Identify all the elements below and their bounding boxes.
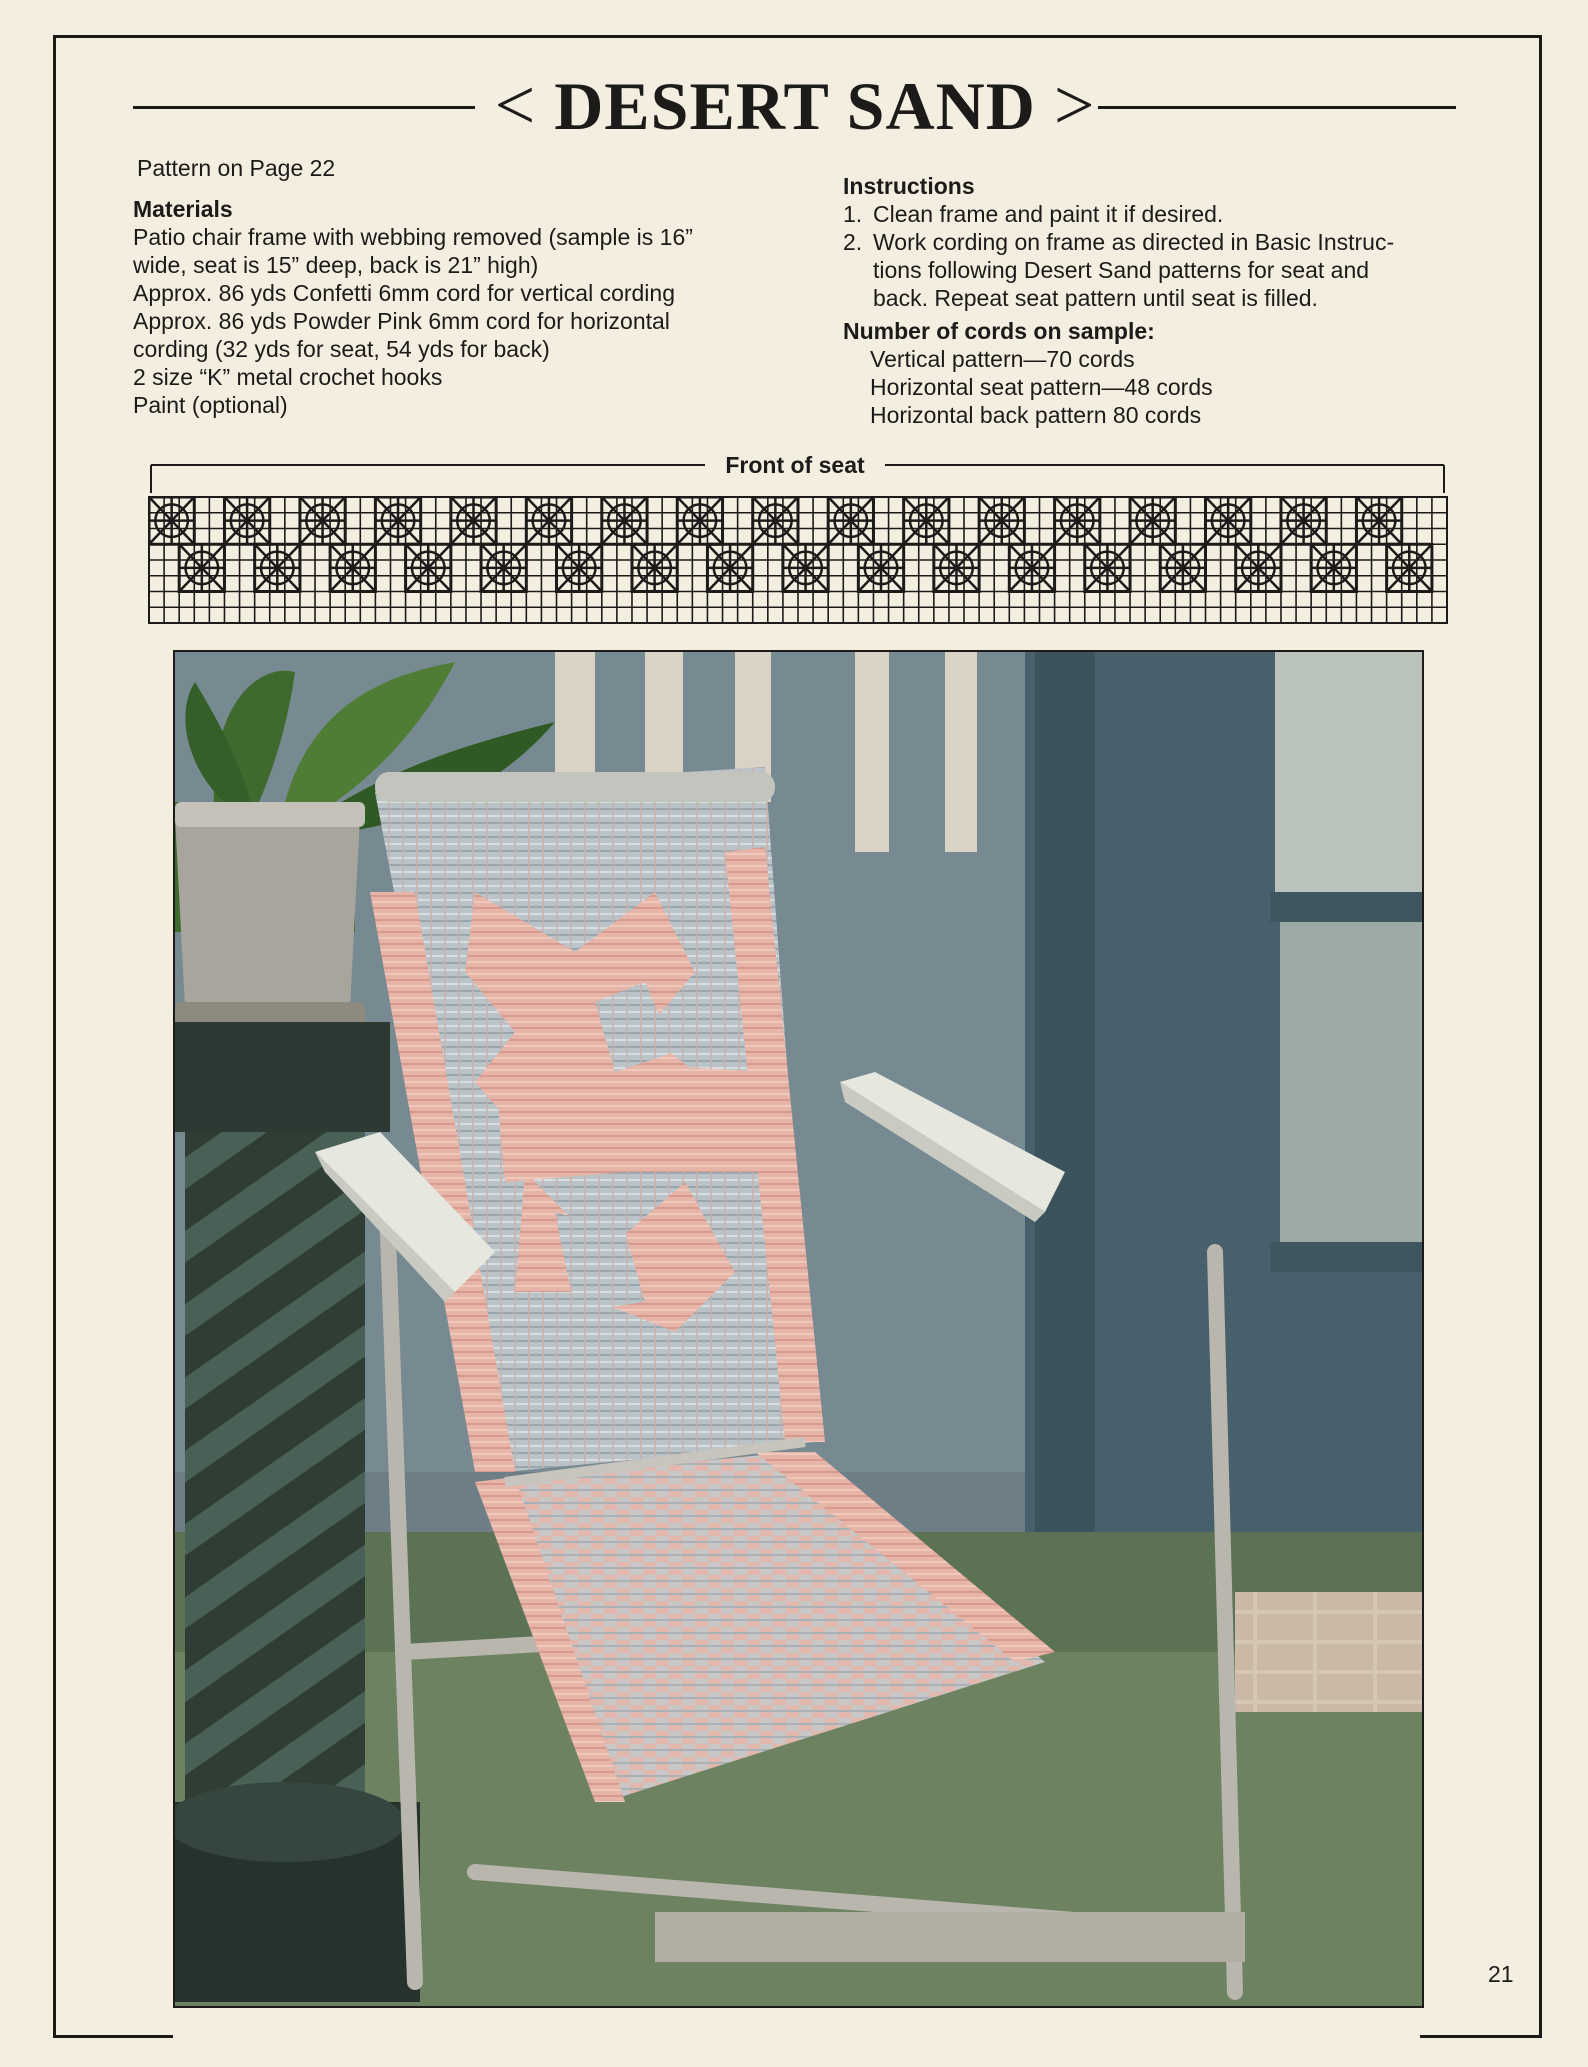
pattern-motif [904,497,949,544]
materials-line: Patio chair frame with webbing removed (sample is 16” [133,224,693,250]
cords-heading: Number of cords on sample: [843,318,1155,344]
title-right-bracket: > [1053,65,1096,145]
pattern-motif [1055,497,1100,544]
pattern-motif [179,544,224,591]
step-number: 1. [843,201,863,227]
pattern-motif [149,497,194,544]
page-border-bottom-right [1420,2035,1542,2038]
pattern-motif [1387,544,1432,591]
pattern-motif [828,497,873,544]
pattern-motif [707,544,752,591]
materials-line: Paint (optional) [133,392,288,418]
cords-line: Horizontal back pattern 80 cords [870,402,1202,428]
pattern-motif [1311,544,1356,591]
pattern-motif [451,497,496,544]
pattern-motif [632,544,677,591]
chair-photo [173,650,1424,2008]
pattern-motif [1160,544,1205,591]
materials-line: wide, seat is 15” deep, back is 21” high) [133,252,539,278]
pattern-motif [1130,497,1175,544]
pattern-motif [753,497,798,544]
cords-line: Horizontal seat pattern—48 cords [870,374,1213,400]
pattern-motif [406,544,451,591]
pattern-motif [224,497,269,544]
step-line: tions following Desert Sand patterns for seat and [873,257,1370,283]
pattern-motif [330,544,375,591]
step-line: back. Repeat seat pattern until seat is filled. [873,285,1318,311]
pattern-motif [1206,497,1251,544]
cords-line: Vertical pattern—70 cords [870,346,1135,372]
pattern-motif [934,544,979,591]
materials-line: Approx. 86 yds Confetti 6mm cord for vertical cording [133,280,676,306]
pattern-motif [557,544,602,591]
pattern-motif [1236,544,1281,591]
step-number: 2. [843,229,863,255]
pattern-motif [526,497,571,544]
materials-line: cording (32 yds for seat, 54 yds for back) [133,336,550,362]
pattern-reference: Pattern on Page 22 [137,155,336,181]
materials-heading: Materials [133,196,233,222]
pattern-motif [255,544,300,591]
materials-line: 2 size “K” metal crochet hooks [133,364,443,390]
pattern-motif [602,497,647,544]
pattern-motif [979,497,1024,544]
pattern-motif [300,497,345,544]
pattern-motif [481,544,526,591]
materials-line: Approx. 86 yds Powder Pink 6mm cord for horizontal [133,308,670,334]
step-line: Clean frame and paint it if desired. [873,201,1224,227]
pattern-motif [1281,497,1326,544]
pattern-motif [677,497,722,544]
pattern-motif [858,544,903,591]
pattern-motif [375,497,420,544]
front-of-seat-label: Front of seat [705,451,885,479]
front-of-seat-bracket [0,0,1588,500]
chair-illustration [175,652,1422,2006]
step-line: Work cording on frame as directed in Basic Instruc- [873,229,1395,255]
pattern-motif [1356,497,1401,544]
seat-pattern-grid [148,496,1448,624]
pattern-motif [1009,544,1054,591]
pattern-motif [1085,544,1130,591]
pattern-motif [783,544,828,591]
title-left-bracket: < [494,65,537,145]
page-border-bottom-left [53,2035,173,2038]
instructions-heading: Instructions [843,173,975,199]
title-text: DESERT SAND [554,68,1036,144]
page-number: 21 [1488,1961,1514,1987]
